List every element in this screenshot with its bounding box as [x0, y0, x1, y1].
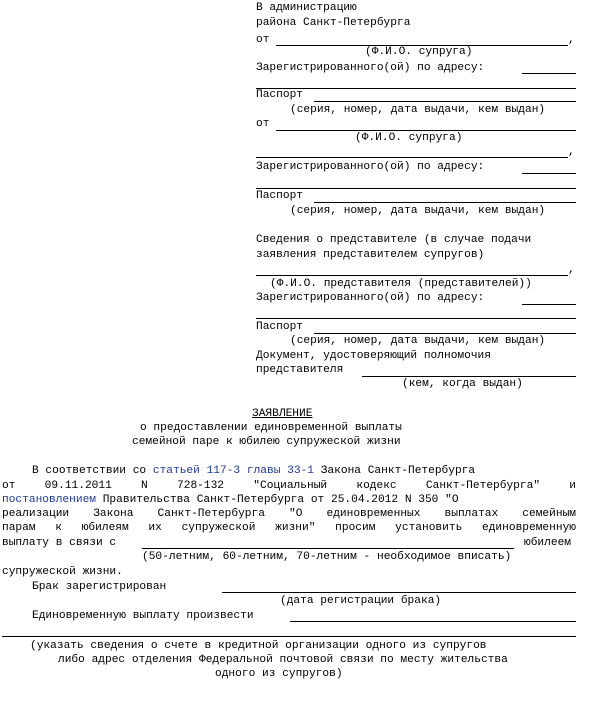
passport-hint-1: (серия, номер, дата выдачи, кем выдан) — [290, 104, 546, 116]
rep-doc-hint: (кем, когда выдан) — [402, 378, 523, 390]
anniversary-line[interactable] — [142, 548, 514, 549]
decree-link[interactable]: постановлением — [2, 494, 96, 506]
passport1-line[interactable] — [314, 101, 576, 102]
payment-line-a[interactable] — [290, 621, 576, 622]
passport-label-3: Паспорт — [256, 321, 303, 333]
statement-subtitle-1: о предоставлении единовременной выплаты — [140, 422, 402, 434]
passport-label-2: Паспорт — [256, 190, 303, 202]
address2-line-b[interactable] — [256, 188, 576, 189]
from-label-2: от — [256, 118, 270, 130]
spouse2-fio-line-2[interactable] — [256, 157, 568, 158]
body-line-1: В соответствии со статьей 117-3 главы 33-1 Закона Санкт-Петербурга — [32, 465, 476, 477]
addressee-line2: района Санкт-Петербурга — [256, 17, 411, 29]
passport-hint-3: (серия, номер, дата выдачи, кем выдан) — [290, 335, 546, 347]
body-line-5: парам к юбилеям их супружеской жизни" просим установить единовременную — [2, 522, 576, 534]
law-article-link[interactable]: статьей 117-3 главы 33-1 — [152, 465, 314, 477]
comma-1: , — [568, 34, 575, 46]
rep-doc-line[interactable] — [362, 376, 576, 377]
from-label-1: от — [256, 34, 270, 46]
passport2-line[interactable] — [314, 202, 576, 203]
spouse1-fio-hint: (Ф.И.О. супруга) — [365, 46, 473, 58]
rep-doc-line2: представителя — [256, 364, 344, 376]
spouse2-fio-line[interactable] — [276, 130, 576, 131]
payment-line-b[interactable] — [2, 636, 576, 637]
rep-passport-line[interactable] — [314, 333, 576, 334]
registered-label-2: Зарегистрированного(ой) по адресу: — [256, 161, 485, 173]
rep-address-line-a[interactable] — [522, 304, 576, 305]
marriage-label: Брак зарегистрирован — [32, 581, 167, 593]
address1-line-a[interactable] — [522, 73, 576, 74]
payment-label: Единовременную выплату произвести — [32, 610, 254, 622]
body-line-3: постановлением Правительства Санкт-Петербурга от 25.04.2012 N 350 "О — [2, 494, 459, 506]
comma-3: , — [568, 264, 575, 276]
addressee-line1: В администрацию — [256, 2, 357, 14]
address1-line-b[interactable] — [256, 88, 576, 89]
statement-title: ЗАЯВЛЕНИЕ — [252, 408, 313, 420]
rep-doc-line1: Документ, удостоверяющий полномочия — [256, 350, 491, 362]
body-line-6b: юбилеем — [524, 537, 571, 549]
marriage-date-hint: (дата регистрации брака) — [280, 595, 442, 607]
marriage-date-line[interactable] — [222, 592, 576, 593]
spouse2-fio-hint: (Ф.И.О. супруга) — [355, 132, 463, 144]
rep-address-line-b[interactable] — [256, 318, 576, 319]
body-line-6a: выплату в связи с — [2, 537, 117, 549]
statement-subtitle-2: семейной паре к юбилею супружеской жизни — [132, 436, 401, 448]
body-line-8: супружеской жизни. — [2, 566, 123, 578]
account-hint-2: либо адрес отделения Федеральной почтовой связи по месту жительства — [58, 654, 508, 666]
anniversary-hint: (50-летним, 60-летним, 70-летним - необходимое вписать) — [142, 551, 512, 563]
address2-line-a[interactable] — [522, 173, 576, 174]
rep-info-line2: заявления представителем супругов) — [256, 249, 485, 261]
rep-fio-hint: (Ф.И.О. представителя (представителей)) — [270, 278, 532, 290]
passport-hint-2: (серия, номер, дата выдачи, кем выдан) — [290, 205, 546, 217]
account-hint-3: одного из супругов) — [215, 668, 343, 680]
body-line-4: реализации Закона Санкт-Петербурга "О единовременных выплатах семейным — [2, 508, 576, 520]
body-line-2: от 09.11.2011 N 728-132 "Социальный кодекс Санкт-Петербурга" и — [2, 480, 576, 492]
registered-label-1: Зарегистрированного(ой) по адресу: — [256, 62, 485, 74]
passport-label-1: Паспорт — [256, 89, 303, 101]
rep-fio-line[interactable] — [256, 275, 568, 276]
comma-2: , — [568, 146, 575, 158]
rep-info-line1: Сведения о представителе (в случае подачи — [256, 234, 532, 246]
account-hint-1: (указать сведения о счете в кредитной организации одного из супругов — [30, 640, 487, 652]
registered-label-3: Зарегистрированного(ой) по адресу: — [256, 292, 485, 304]
